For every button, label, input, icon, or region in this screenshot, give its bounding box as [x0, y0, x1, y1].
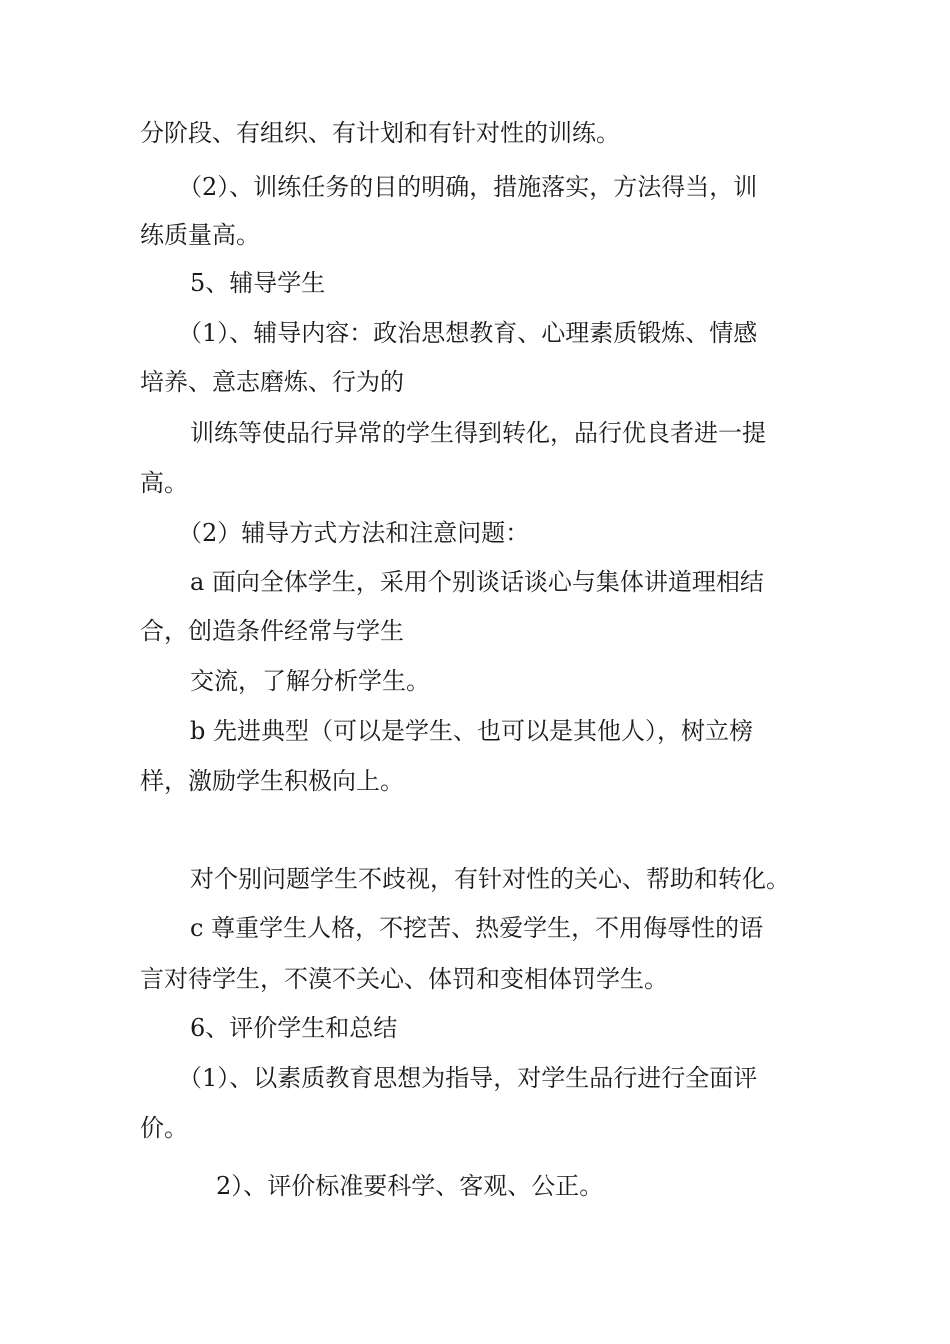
text-line: 高。	[140, 469, 188, 497]
text-line: a 面向全体学生，采用个别谈话谈心与集体讲道理相结	[190, 568, 764, 596]
text-line: （2）辅导方式方法和注意问题：	[178, 519, 530, 547]
text-line: 交流，了解分析学生。	[190, 667, 430, 695]
text-line: 价。	[140, 1114, 188, 1142]
text-line: （1）、辅导内容：政治思想教育、心理素质锻炼、情感	[178, 319, 758, 347]
section-heading: 6、评价学生和总结	[190, 1014, 398, 1042]
text-line: 训练等使品行异常的学生得到转化，品行优良者进一提	[190, 419, 766, 447]
text-line: （2）、训练任务的目的明确，措施落实，方法得当，训	[178, 173, 758, 201]
text-line: 分阶段、有组织、有计划和有针对性的训练。	[140, 119, 620, 147]
section-heading: 5、辅导学生	[190, 269, 326, 297]
text-line: 样，激励学生积极向上。	[140, 767, 404, 795]
text-line: 对个别问题学生不歧视，有针对性的关心、帮助和转化。	[190, 865, 790, 893]
text-line: 培养、意志磨炼、行为的	[140, 368, 404, 396]
text-line: （1）、以素质教育思想为指导，对学生品行进行全面评	[178, 1064, 758, 1092]
text-line: 言对待学生，不漠不关心、体罚和变相体罚学生。	[140, 965, 668, 993]
text-line: c 尊重学生人格，不挖苦、热爱学生，不用侮辱性的语	[190, 914, 764, 942]
text-line: 合，创造条件经常与学生	[140, 617, 404, 645]
text-line: 练质量高。	[140, 221, 260, 249]
text-line: 2）、评价标准要科学、客观、公正。	[216, 1172, 604, 1200]
text-line: b 先进典型（可以是学生、也可以是其他人），树立榜	[190, 717, 753, 745]
